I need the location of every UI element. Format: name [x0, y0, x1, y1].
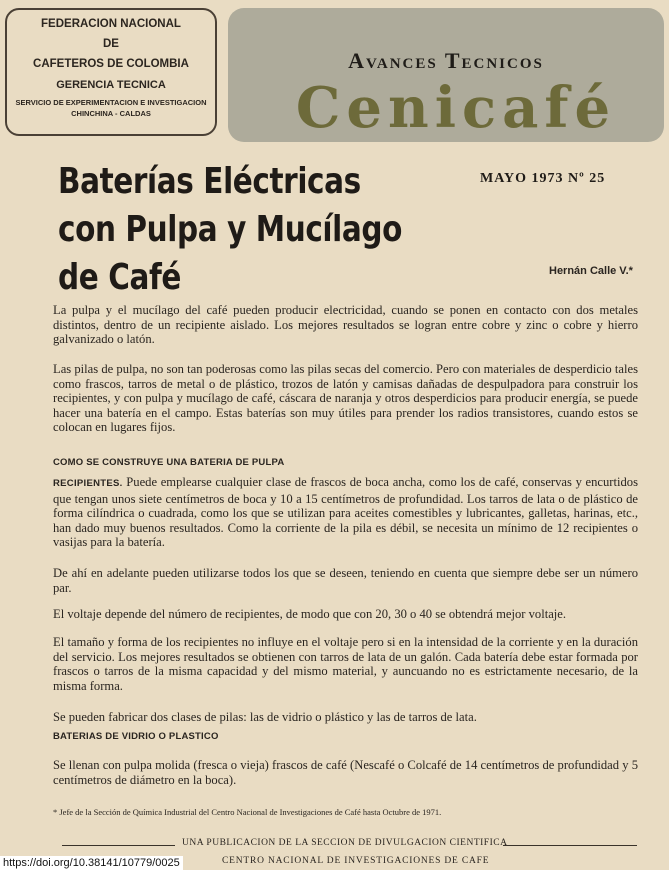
- footnote: * Jefe de la Sección de Química Industrial del Centro Nacional de Investigaciones de Café hasta Octubre de 1971.: [53, 807, 442, 817]
- article-title: [58, 158, 402, 302]
- paragraph: Se pueden fabricar dos clases de pilas: las de vidrio o plástico y las de tarros de lata.: [53, 710, 477, 724]
- federation-logo-box: [5, 8, 217, 136]
- brand-name: Cenicafé: [295, 75, 617, 141]
- author-name: Hernán Calle V.*: [549, 265, 633, 277]
- cenicafe-masthead: [228, 8, 664, 142]
- issue-date: MAYO 1973 Nº 25: [480, 171, 606, 186]
- title-line: con Pulpa y Mucílago de Café: [58, 209, 402, 298]
- federation-line: SERVICIO DE EXPERIMENTACION E INVESTIGACION: [15, 98, 207, 107]
- footer-publisher: UNA PUBLICACION DE LA SECCION DE DIVULGACION CIENTIFICA: [182, 838, 508, 848]
- footer-rule: [503, 845, 637, 846]
- paragraph: [53, 475, 638, 550]
- footer-rule: [62, 845, 175, 846]
- paragraph: Se llenan con pulpa molida (fresca o vieja) frascos de café (Nescafé o Colcafé de 14 centímetros de profundidad y 5 centímetros de diámetro en la boca).: [53, 758, 638, 787]
- federation-line: FEDERACION NACIONAL: [41, 18, 181, 30]
- paragraph: El voltaje depende del número de recipientes, de modo que con 20, 30 o 40 se obtendrá mejor voltaje.: [53, 607, 567, 621]
- footer-center-name: CENTRO NACIONAL DE INVESTIGACIONES DE CAFE: [222, 856, 490, 866]
- series-name: Avances Tecnicos: [348, 48, 544, 73]
- title-line: Baterías Eléctricas: [58, 161, 361, 202]
- federation-line: GERENCIA TECNICA: [56, 79, 166, 91]
- federation-line: CAFETEROS DE COLOMBIA: [33, 58, 189, 70]
- doi-link[interactable]: https://doi.org/10.38141/10779/0025: [0, 856, 183, 870]
- section-heading: COMO SE CONSTRUYE UNA BATERIA DE PULPA: [53, 457, 285, 468]
- federation-line: CHINCHINA - CALDAS: [71, 109, 151, 118]
- paragraph: De ahí en adelante pueden utilizarse todos los que se deseen, teniendo en cuenta que siempre debe ser un número par.: [53, 566, 638, 595]
- section-heading: BATERIAS DE VIDRIO O PLASTICO: [53, 731, 219, 742]
- federation-line: DE: [103, 38, 119, 50]
- paragraph: Las pilas de pulpa, no son tan poderosas como las pilas secas del comercio. Pero con materiales de desperdicio tales como frascos, tarros de metal o de plástico, trozos de latón y camisas dañadas de despulpadora para construir los recipientes, y con pulpa y mucílago de café, cáscara de naranja y otros desperdicios para producir energía, se puede hacer una batería en el campo. Estas baterías son muy útiles para prender los radios transistores, cuando estos se colocan en lugares fijos.: [53, 362, 638, 434]
- paragraph: La pulpa y el mucílago del café pueden producir electricidad, cuando se ponen en contacto con dos metales distintos, dentro de un recipiente aislado. Los mejores resultados se logran entre cobre y zinc o cobre y hierro galvanizado o latón.: [53, 303, 638, 346]
- paragraph: El tamaño y forma de los recipientes no influye en el voltaje pero si en la intensidad de la corriente y en la duración del servicio. Los mejores resultados se obtienen con tarros de lata de un galón. Cada batería debe estar formada por frascos o tarros de la misma capacidad y del mismo material, y auncuando no es estrictamente necesario, de la misma forma.: [53, 635, 638, 693]
- paragraph-text: Puede emplearse cualquier clase de frascos de boca ancha, como los de café, conservas y encurtidos que tengan unos siete centímetros de boca y 10 a 15 centímetros de profundidad. Los tarros de lata o de plástico de forma cilíndrica o cuadrada, como los que se utilizan para aceites comestibles y lubricantes, galletas, harinas, etc., han dado muy buenos resultados. Como la corriente de la pila es débil, se necesita un mínimo de 12 recipientes o vasijas para la batería.: [53, 475, 638, 549]
- paragraph-lead-in: RECIPIENTES.: [53, 478, 123, 489]
